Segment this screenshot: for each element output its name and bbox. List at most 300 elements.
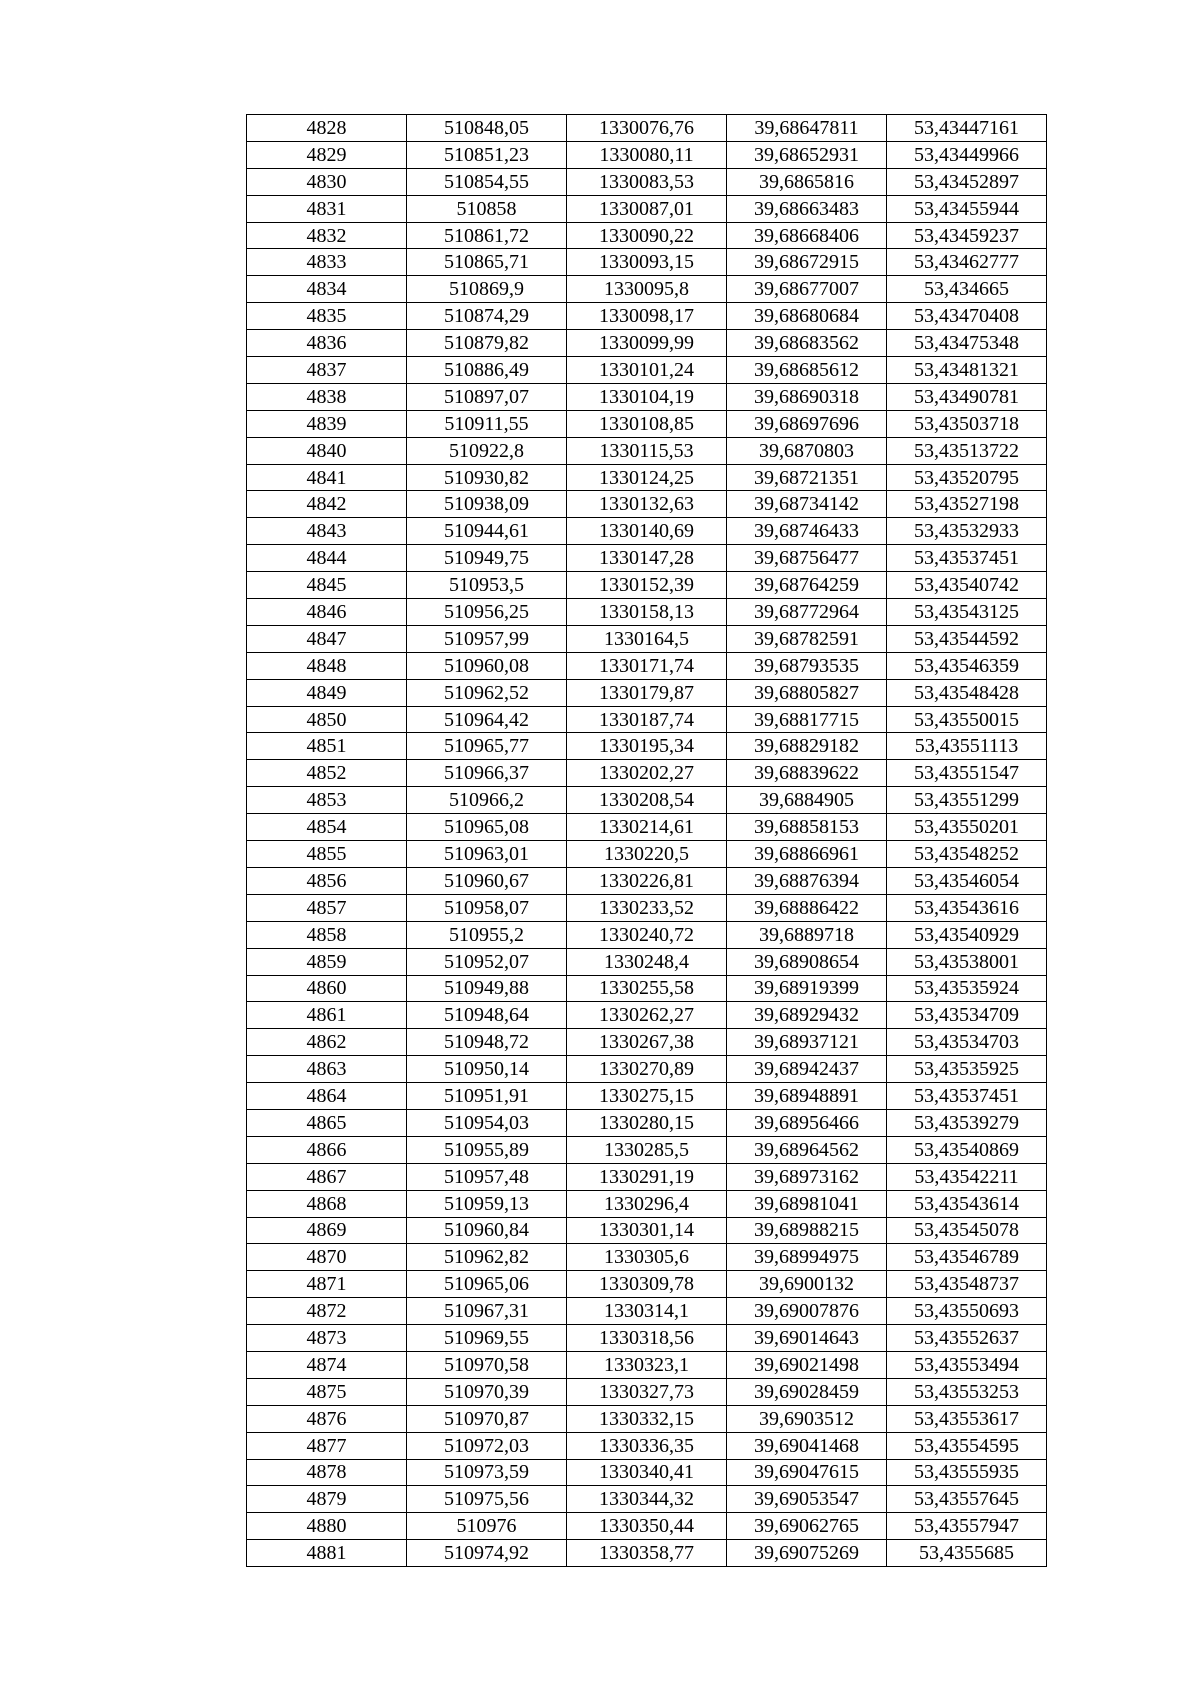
- longitude-cell: 53,43540869: [887, 1136, 1047, 1163]
- latitude-cell: 39,68690318: [727, 383, 887, 410]
- y-coordinate-cell: 1330358,77: [567, 1540, 727, 1567]
- table-row: [247, 1432, 1047, 1459]
- table-row: [247, 1405, 1047, 1432]
- point-number-cell: 4846: [247, 599, 407, 626]
- longitude-cell: 53,43557947: [887, 1513, 1047, 1540]
- longitude-cell: 53,43540742: [887, 572, 1047, 599]
- table-row: [247, 1298, 1047, 1325]
- y-coordinate-cell: 1330314,1: [567, 1298, 727, 1325]
- table-row: [247, 1029, 1047, 1056]
- latitude-cell: 39,6870803: [727, 437, 887, 464]
- y-coordinate-cell: 1330158,13: [567, 599, 727, 626]
- table-row: [247, 1217, 1047, 1244]
- point-number-cell: 4852: [247, 760, 407, 787]
- y-coordinate-cell: 1330262,27: [567, 1002, 727, 1029]
- point-number-cell: 4863: [247, 1056, 407, 1083]
- point-number-cell: 4859: [247, 948, 407, 975]
- latitude-cell: 39,68756477: [727, 545, 887, 572]
- x-coordinate-cell: 510970,39: [407, 1378, 567, 1405]
- x-coordinate-cell: 510944,61: [407, 518, 567, 545]
- table-row: [247, 1540, 1047, 1567]
- x-coordinate-cell: 510865,71: [407, 249, 567, 276]
- table-row: [247, 491, 1047, 518]
- point-number-cell: 4854: [247, 814, 407, 841]
- latitude-cell: 39,68652931: [727, 141, 887, 168]
- latitude-cell: 39,68942437: [727, 1056, 887, 1083]
- point-number-cell: 4856: [247, 867, 407, 894]
- point-number-cell: 4849: [247, 679, 407, 706]
- longitude-cell: 53,43534703: [887, 1029, 1047, 1056]
- table-row: [247, 1244, 1047, 1271]
- latitude-cell: 39,68697696: [727, 410, 887, 437]
- x-coordinate-cell: 510851,23: [407, 141, 567, 168]
- x-coordinate-cell: 510960,08: [407, 652, 567, 679]
- x-coordinate-cell: 510922,8: [407, 437, 567, 464]
- longitude-cell: 53,43548737: [887, 1271, 1047, 1298]
- table-row: [247, 195, 1047, 222]
- point-number-cell: 4845: [247, 572, 407, 599]
- x-coordinate-cell: 510930,82: [407, 464, 567, 491]
- point-number-cell: 4834: [247, 276, 407, 303]
- x-coordinate-cell: 510972,03: [407, 1432, 567, 1459]
- y-coordinate-cell: 1330332,15: [567, 1405, 727, 1432]
- latitude-cell: 39,69047615: [727, 1459, 887, 1486]
- table-row: [247, 168, 1047, 195]
- table-row: [247, 1136, 1047, 1163]
- longitude-cell: 53,43459237: [887, 222, 1047, 249]
- x-coordinate-cell: 510948,72: [407, 1029, 567, 1056]
- point-number-cell: 4867: [247, 1163, 407, 1190]
- longitude-cell: 53,43447161: [887, 115, 1047, 142]
- table-row: [247, 706, 1047, 733]
- longitude-cell: 53,43544592: [887, 625, 1047, 652]
- latitude-cell: 39,68683562: [727, 330, 887, 357]
- latitude-cell: 39,6903512: [727, 1405, 887, 1432]
- longitude-cell: 53,43545078: [887, 1217, 1047, 1244]
- point-number-cell: 4853: [247, 787, 407, 814]
- x-coordinate-cell: 510962,52: [407, 679, 567, 706]
- point-number-cell: 4872: [247, 1298, 407, 1325]
- latitude-cell: 39,68988215: [727, 1217, 887, 1244]
- point-number-cell: 4864: [247, 1083, 407, 1110]
- y-coordinate-cell: 1330099,99: [567, 330, 727, 357]
- point-number-cell: 4866: [247, 1136, 407, 1163]
- latitude-cell: 39,68668406: [727, 222, 887, 249]
- y-coordinate-cell: 1330301,14: [567, 1217, 727, 1244]
- table-row: [247, 1056, 1047, 1083]
- point-number-cell: 4865: [247, 1109, 407, 1136]
- y-coordinate-cell: 1330098,17: [567, 303, 727, 330]
- y-coordinate-cell: 1330220,5: [567, 841, 727, 868]
- latitude-cell: 39,68805827: [727, 679, 887, 706]
- point-number-cell: 4837: [247, 357, 407, 384]
- point-number-cell: 4830: [247, 168, 407, 195]
- longitude-cell: 53,43543125: [887, 599, 1047, 626]
- latitude-cell: 39,68964562: [727, 1136, 887, 1163]
- point-number-cell: 4848: [247, 652, 407, 679]
- point-number-cell: 4835: [247, 303, 407, 330]
- point-number-cell: 4836: [247, 330, 407, 357]
- longitude-cell: 53,43520795: [887, 464, 1047, 491]
- latitude-cell: 39,68782591: [727, 625, 887, 652]
- x-coordinate-cell: 510963,01: [407, 841, 567, 868]
- x-coordinate-cell: 510858: [407, 195, 567, 222]
- point-number-cell: 4850: [247, 706, 407, 733]
- latitude-cell: 39,69014643: [727, 1325, 887, 1352]
- y-coordinate-cell: 1330195,34: [567, 733, 727, 760]
- point-number-cell: 4838: [247, 383, 407, 410]
- longitude-cell: 53,43546359: [887, 652, 1047, 679]
- y-coordinate-cell: 1330226,81: [567, 867, 727, 894]
- longitude-cell: 53,434665: [887, 276, 1047, 303]
- table-row: [247, 410, 1047, 437]
- x-coordinate-cell: 510957,99: [407, 625, 567, 652]
- x-coordinate-cell: 510879,82: [407, 330, 567, 357]
- table-row: [247, 141, 1047, 168]
- y-coordinate-cell: 1330296,4: [567, 1190, 727, 1217]
- point-number-cell: 4875: [247, 1378, 407, 1405]
- point-number-cell: 4860: [247, 975, 407, 1002]
- point-number-cell: 4878: [247, 1459, 407, 1486]
- point-number-cell: 4839: [247, 410, 407, 437]
- table-row: [247, 303, 1047, 330]
- longitude-cell: 53,43550201: [887, 814, 1047, 841]
- point-number-cell: 4868: [247, 1190, 407, 1217]
- y-coordinate-cell: 1330350,44: [567, 1513, 727, 1540]
- longitude-cell: 53,43552637: [887, 1325, 1047, 1352]
- table-row: [247, 1486, 1047, 1513]
- x-coordinate-cell: 510965,08: [407, 814, 567, 841]
- x-coordinate-cell: 510955,2: [407, 921, 567, 948]
- y-coordinate-cell: 1330270,89: [567, 1056, 727, 1083]
- table-row: [247, 357, 1047, 384]
- y-coordinate-cell: 1330248,4: [567, 948, 727, 975]
- latitude-cell: 39,68886422: [727, 894, 887, 921]
- latitude-cell: 39,6889718: [727, 921, 887, 948]
- y-coordinate-cell: 1330285,5: [567, 1136, 727, 1163]
- point-number-cell: 4869: [247, 1217, 407, 1244]
- x-coordinate-cell: 510976: [407, 1513, 567, 1540]
- x-coordinate-cell: 510970,87: [407, 1405, 567, 1432]
- latitude-cell: 39,69041468: [727, 1432, 887, 1459]
- y-coordinate-cell: 1330214,61: [567, 814, 727, 841]
- longitude-cell: 53,43553253: [887, 1378, 1047, 1405]
- y-coordinate-cell: 1330101,24: [567, 357, 727, 384]
- longitude-cell: 53,43470408: [887, 303, 1047, 330]
- y-coordinate-cell: 1330124,25: [567, 464, 727, 491]
- y-coordinate-cell: 1330305,6: [567, 1244, 727, 1271]
- x-coordinate-cell: 510975,56: [407, 1486, 567, 1513]
- longitude-cell: 53,43475348: [887, 330, 1047, 357]
- table-row: [247, 894, 1047, 921]
- x-coordinate-cell: 510874,29: [407, 303, 567, 330]
- table-row: [247, 1351, 1047, 1378]
- longitude-cell: 53,43553494: [887, 1351, 1047, 1378]
- table-row: [247, 572, 1047, 599]
- point-number-cell: 4840: [247, 437, 407, 464]
- latitude-cell: 39,68919399: [727, 975, 887, 1002]
- longitude-cell: 53,43538001: [887, 948, 1047, 975]
- y-coordinate-cell: 1330104,19: [567, 383, 727, 410]
- x-coordinate-cell: 510854,55: [407, 168, 567, 195]
- coordinates-table: [246, 114, 1047, 1567]
- y-coordinate-cell: 1330280,15: [567, 1109, 727, 1136]
- table-row: [247, 1163, 1047, 1190]
- longitude-cell: 53,43554595: [887, 1432, 1047, 1459]
- table-row: [247, 1002, 1047, 1029]
- point-number-cell: 4877: [247, 1432, 407, 1459]
- point-number-cell: 4843: [247, 518, 407, 545]
- point-number-cell: 4831: [247, 195, 407, 222]
- y-coordinate-cell: 1330327,73: [567, 1378, 727, 1405]
- x-coordinate-cell: 510966,2: [407, 787, 567, 814]
- y-coordinate-cell: 1330291,19: [567, 1163, 727, 1190]
- longitude-cell: 53,43551547: [887, 760, 1047, 787]
- latitude-cell: 39,68685612: [727, 357, 887, 384]
- longitude-cell: 53,43537451: [887, 1083, 1047, 1110]
- longitude-cell: 53,43548252: [887, 841, 1047, 868]
- latitude-cell: 39,68672915: [727, 249, 887, 276]
- y-coordinate-cell: 1330140,69: [567, 518, 727, 545]
- latitude-cell: 39,68772964: [727, 599, 887, 626]
- longitude-cell: 53,43542211: [887, 1163, 1047, 1190]
- latitude-cell: 39,68937121: [727, 1029, 887, 1056]
- latitude-cell: 39,68858153: [727, 814, 887, 841]
- x-coordinate-cell: 510965,77: [407, 733, 567, 760]
- latitude-cell: 39,69053547: [727, 1486, 887, 1513]
- point-number-cell: 4851: [247, 733, 407, 760]
- longitude-cell: 53,43546789: [887, 1244, 1047, 1271]
- latitude-cell: 39,68876394: [727, 867, 887, 894]
- y-coordinate-cell: 1330132,63: [567, 491, 727, 518]
- x-coordinate-cell: 510970,58: [407, 1351, 567, 1378]
- x-coordinate-cell: 510948,64: [407, 1002, 567, 1029]
- table-row: [247, 921, 1047, 948]
- table-row: [247, 1109, 1047, 1136]
- y-coordinate-cell: 1330095,8: [567, 276, 727, 303]
- x-coordinate-cell: 510967,31: [407, 1298, 567, 1325]
- y-coordinate-cell: 1330323,1: [567, 1351, 727, 1378]
- longitude-cell: 53,43503718: [887, 410, 1047, 437]
- longitude-cell: 53,4355685: [887, 1540, 1047, 1567]
- longitude-cell: 53,43462777: [887, 249, 1047, 276]
- point-number-cell: 4855: [247, 841, 407, 868]
- latitude-cell: 39,68948891: [727, 1083, 887, 1110]
- point-number-cell: 4870: [247, 1244, 407, 1271]
- longitude-cell: 53,43548428: [887, 679, 1047, 706]
- point-number-cell: 4873: [247, 1325, 407, 1352]
- table-row: [247, 249, 1047, 276]
- y-coordinate-cell: 1330233,52: [567, 894, 727, 921]
- x-coordinate-cell: 510959,13: [407, 1190, 567, 1217]
- latitude-cell: 39,68908654: [727, 948, 887, 975]
- point-number-cell: 4832: [247, 222, 407, 249]
- table-row: [247, 733, 1047, 760]
- longitude-cell: 53,43513722: [887, 437, 1047, 464]
- latitude-cell: 39,68647811: [727, 115, 887, 142]
- latitude-cell: 39,68829182: [727, 733, 887, 760]
- point-number-cell: 4874: [247, 1351, 407, 1378]
- point-number-cell: 4862: [247, 1029, 407, 1056]
- longitude-cell: 53,43539279: [887, 1109, 1047, 1136]
- latitude-cell: 39,68663483: [727, 195, 887, 222]
- table-row: [247, 599, 1047, 626]
- x-coordinate-cell: 510955,89: [407, 1136, 567, 1163]
- point-number-cell: 4881: [247, 1540, 407, 1567]
- latitude-cell: 39,68994975: [727, 1244, 887, 1271]
- y-coordinate-cell: 1330108,85: [567, 410, 727, 437]
- table-row: [247, 1513, 1047, 1540]
- latitude-cell: 39,68929432: [727, 1002, 887, 1029]
- table-row: [247, 787, 1047, 814]
- y-coordinate-cell: 1330147,28: [567, 545, 727, 572]
- point-number-cell: 4857: [247, 894, 407, 921]
- latitude-cell: 39,69021498: [727, 1351, 887, 1378]
- table-row: [247, 975, 1047, 1002]
- latitude-cell: 39,68721351: [727, 464, 887, 491]
- longitude-cell: 53,43527198: [887, 491, 1047, 518]
- latitude-cell: 39,68746433: [727, 518, 887, 545]
- y-coordinate-cell: 1330076,76: [567, 115, 727, 142]
- y-coordinate-cell: 1330093,15: [567, 249, 727, 276]
- x-coordinate-cell: 510938,09: [407, 491, 567, 518]
- longitude-cell: 53,43537451: [887, 545, 1047, 572]
- x-coordinate-cell: 510973,59: [407, 1459, 567, 1486]
- longitude-cell: 53,43534709: [887, 1002, 1047, 1029]
- table-row: [247, 814, 1047, 841]
- x-coordinate-cell: 510957,48: [407, 1163, 567, 1190]
- coordinates-table-body: [247, 115, 1047, 1567]
- x-coordinate-cell: 510848,05: [407, 115, 567, 142]
- table-row: [247, 679, 1047, 706]
- latitude-cell: 39,68839622: [727, 760, 887, 787]
- longitude-cell: 53,43551113: [887, 733, 1047, 760]
- table-row: [247, 464, 1047, 491]
- longitude-cell: 53,43481321: [887, 357, 1047, 384]
- x-coordinate-cell: 510954,03: [407, 1109, 567, 1136]
- point-number-cell: 4847: [247, 625, 407, 652]
- longitude-cell: 53,43551299: [887, 787, 1047, 814]
- y-coordinate-cell: 1330087,01: [567, 195, 727, 222]
- latitude-cell: 39,69062765: [727, 1513, 887, 1540]
- x-coordinate-cell: 510965,06: [407, 1271, 567, 1298]
- point-number-cell: 4844: [247, 545, 407, 572]
- longitude-cell: 53,43550693: [887, 1298, 1047, 1325]
- x-coordinate-cell: 510974,92: [407, 1540, 567, 1567]
- point-number-cell: 4828: [247, 115, 407, 142]
- x-coordinate-cell: 510952,07: [407, 948, 567, 975]
- latitude-cell: 39,6900132: [727, 1271, 887, 1298]
- table-row: [247, 518, 1047, 545]
- point-number-cell: 4858: [247, 921, 407, 948]
- latitude-cell: 39,68680684: [727, 303, 887, 330]
- x-coordinate-cell: 510949,75: [407, 545, 567, 572]
- y-coordinate-cell: 1330240,72: [567, 921, 727, 948]
- longitude-cell: 53,43543616: [887, 894, 1047, 921]
- y-coordinate-cell: 1330080,11: [567, 141, 727, 168]
- table-row: [247, 545, 1047, 572]
- x-coordinate-cell: 510951,91: [407, 1083, 567, 1110]
- point-number-cell: 4842: [247, 491, 407, 518]
- point-number-cell: 4829: [247, 141, 407, 168]
- point-number-cell: 4841: [247, 464, 407, 491]
- latitude-cell: 39,68973162: [727, 1163, 887, 1190]
- y-coordinate-cell: 1330275,15: [567, 1083, 727, 1110]
- table-row: [247, 841, 1047, 868]
- table-row: [247, 760, 1047, 787]
- point-number-cell: 4880: [247, 1513, 407, 1540]
- table-row: [247, 1083, 1047, 1110]
- y-coordinate-cell: 1330309,78: [567, 1271, 727, 1298]
- x-coordinate-cell: 510897,07: [407, 383, 567, 410]
- x-coordinate-cell: 510886,49: [407, 357, 567, 384]
- x-coordinate-cell: 510956,25: [407, 599, 567, 626]
- longitude-cell: 53,43540929: [887, 921, 1047, 948]
- longitude-cell: 53,43553617: [887, 1405, 1047, 1432]
- table-row: [247, 1190, 1047, 1217]
- y-coordinate-cell: 1330115,53: [567, 437, 727, 464]
- x-coordinate-cell: 510861,72: [407, 222, 567, 249]
- table-row: [247, 330, 1047, 357]
- table-row: [247, 1459, 1047, 1486]
- longitude-cell: 53,43550015: [887, 706, 1047, 733]
- table-row: [247, 1325, 1047, 1352]
- latitude-cell: 39,69007876: [727, 1298, 887, 1325]
- x-coordinate-cell: 510962,82: [407, 1244, 567, 1271]
- longitude-cell: 53,43557645: [887, 1486, 1047, 1513]
- longitude-cell: 53,43449966: [887, 141, 1047, 168]
- x-coordinate-cell: 510911,55: [407, 410, 567, 437]
- point-number-cell: 4871: [247, 1271, 407, 1298]
- y-coordinate-cell: 1330152,39: [567, 572, 727, 599]
- longitude-cell: 53,43452897: [887, 168, 1047, 195]
- table-row: [247, 437, 1047, 464]
- x-coordinate-cell: 510950,14: [407, 1056, 567, 1083]
- table-row: [247, 115, 1047, 142]
- latitude-cell: 39,69075269: [727, 1540, 887, 1567]
- longitude-cell: 53,43535924: [887, 975, 1047, 1002]
- latitude-cell: 39,6865816: [727, 168, 887, 195]
- longitude-cell: 53,43455944: [887, 195, 1047, 222]
- y-coordinate-cell: 1330208,54: [567, 787, 727, 814]
- y-coordinate-cell: 1330344,32: [567, 1486, 727, 1513]
- table-row: [247, 276, 1047, 303]
- y-coordinate-cell: 1330164,5: [567, 625, 727, 652]
- latitude-cell: 39,68981041: [727, 1190, 887, 1217]
- x-coordinate-cell: 510969,55: [407, 1325, 567, 1352]
- latitude-cell: 39,6884905: [727, 787, 887, 814]
- latitude-cell: 39,68677007: [727, 276, 887, 303]
- longitude-cell: 53,43543614: [887, 1190, 1047, 1217]
- y-coordinate-cell: 1330090,22: [567, 222, 727, 249]
- table-row: [247, 383, 1047, 410]
- longitude-cell: 53,43555935: [887, 1459, 1047, 1486]
- y-coordinate-cell: 1330187,74: [567, 706, 727, 733]
- y-coordinate-cell: 1330340,41: [567, 1459, 727, 1486]
- longitude-cell: 53,43532933: [887, 518, 1047, 545]
- latitude-cell: 39,68866961: [727, 841, 887, 868]
- x-coordinate-cell: 510958,07: [407, 894, 567, 921]
- y-coordinate-cell: 1330202,27: [567, 760, 727, 787]
- table-row: [247, 867, 1047, 894]
- y-coordinate-cell: 1330255,58: [567, 975, 727, 1002]
- point-number-cell: 4879: [247, 1486, 407, 1513]
- point-number-cell: 4876: [247, 1405, 407, 1432]
- table-row: [247, 948, 1047, 975]
- latitude-cell: 39,69028459: [727, 1378, 887, 1405]
- x-coordinate-cell: 510960,67: [407, 867, 567, 894]
- x-coordinate-cell: 510964,42: [407, 706, 567, 733]
